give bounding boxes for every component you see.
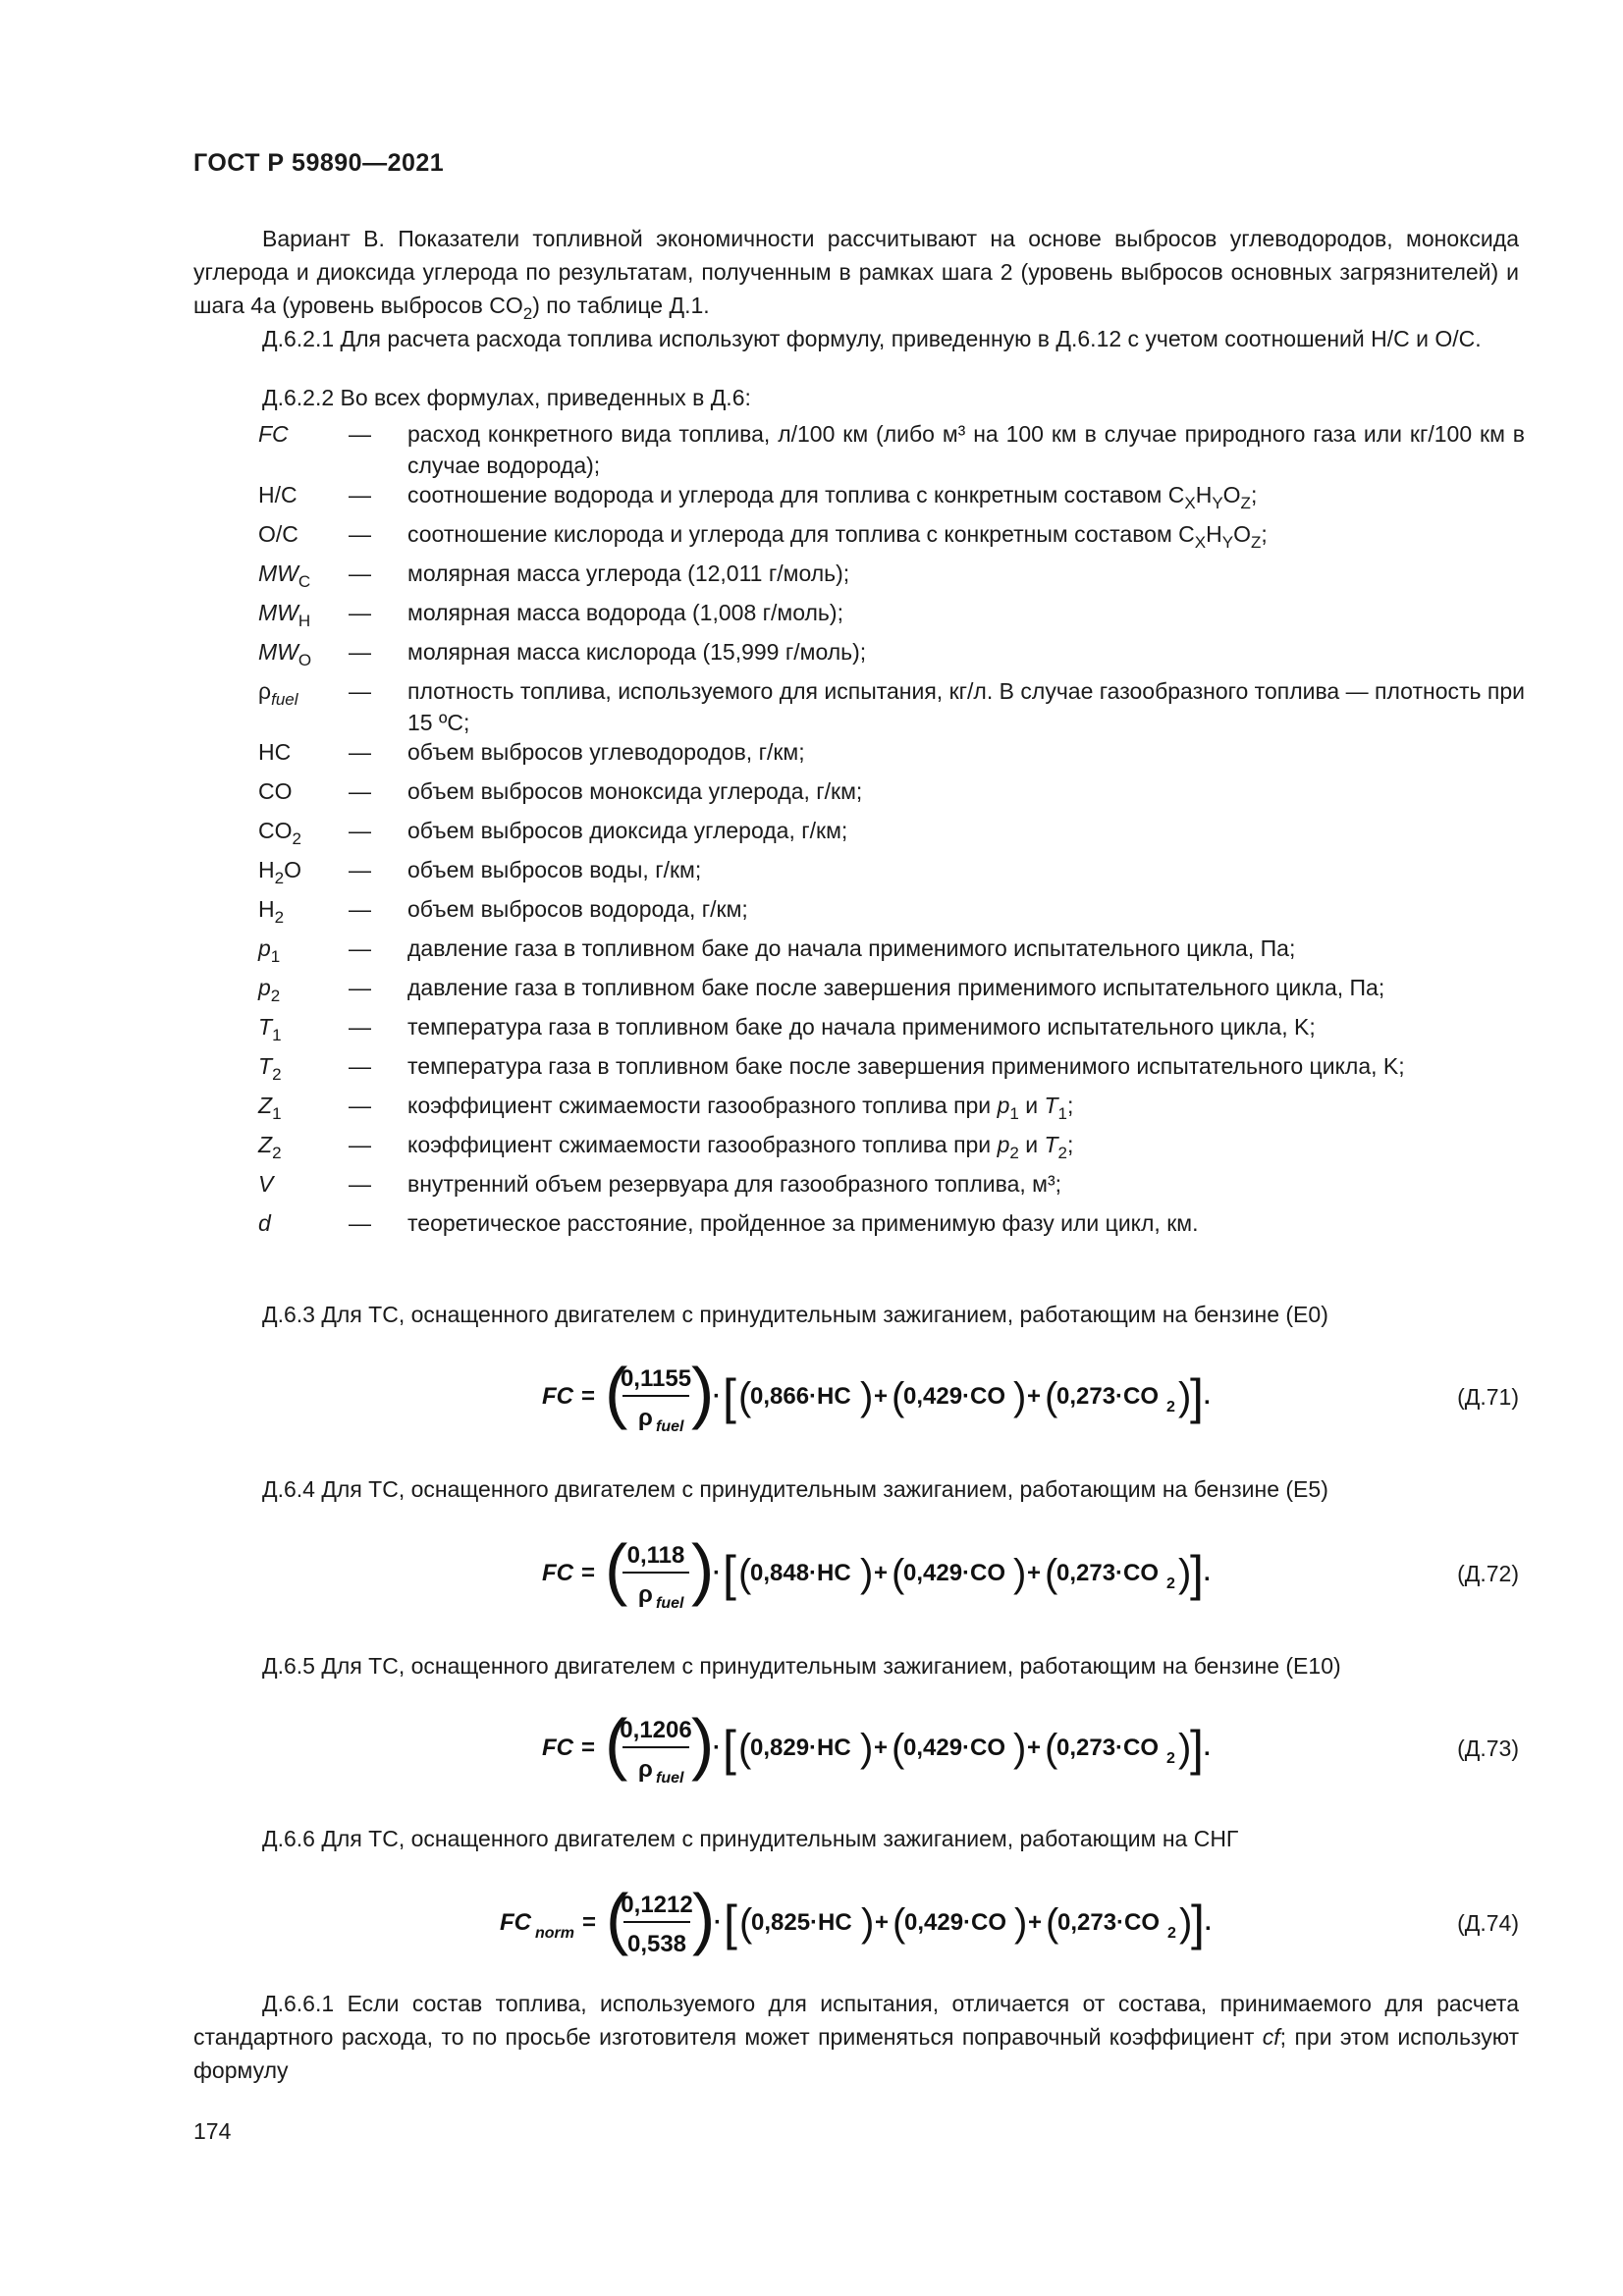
formula-paren: ) <box>1014 1901 1028 1945</box>
definition-dash: — <box>349 561 371 586</box>
formula-co2-subscript: 2 <box>1166 1399 1175 1415</box>
formula-paren: ( <box>605 1705 628 1782</box>
formula-term-co: 0,429·CO <box>903 1383 1006 1410</box>
closing-paragraph: Д.6.6.1 Если состав топлива, используемого для испытания, отличается от состава, принимаемого для расчета стандартного расхода, то по просьбе изготовителя может применяться поправочный коэффициент cf; при этом используют формулу <box>193 1991 1519 2083</box>
formula-term-co: 0,429·CO <box>903 1735 1006 1761</box>
formula-plus: + <box>1027 1560 1042 1586</box>
definition-row <box>258 479 1525 518</box>
formula-plus: + <box>874 1383 889 1410</box>
definition-row <box>258 1011 1525 1050</box>
definition-description: давление газа в топливном баке до начала применимого испытательного цикла, Па; <box>407 935 1296 961</box>
definition-row <box>258 1129 1525 1168</box>
definition-dash: — <box>349 975 371 1000</box>
definition-description: температура газа в топливном баке до начала применимого испытательного цикла, K; <box>407 1014 1316 1040</box>
formula-term-hc: 0,848·HC <box>750 1560 851 1586</box>
formula-plus: + <box>1027 1735 1042 1761</box>
definition-symbol: $H_2O$ <box>258 857 301 887</box>
definition-description: коэффициент сжимаемости газообразного топлива при $p_1$ и $T_1$; <box>407 1093 1074 1123</box>
definition-symbol: $Z_2$ <box>258 1132 282 1162</box>
formula-plus: + <box>1028 1909 1043 1936</box>
formula-paren: ( <box>1045 1727 1058 1770</box>
formula-row <box>193 1347 1519 1445</box>
definition-description: молярная масса кислорода (15,999 г/моль); <box>407 639 867 665</box>
formula-paren: ) <box>691 1705 715 1782</box>
formula-row <box>193 1523 1519 1622</box>
intro-paragraph-d622: Д.6.2.2 Во всех формулах, приведенных в Д.6: <box>262 385 751 410</box>
formula <box>542 1347 1249 1445</box>
definition-dash: — <box>349 1093 371 1118</box>
equation-number: (Д.71) <box>1457 1384 1519 1410</box>
definition-row <box>258 1090 1525 1129</box>
formula-equals: = <box>581 1735 596 1761</box>
definition-row <box>258 675 1525 736</box>
formula-term-co: 0,429·CO <box>903 1560 1006 1586</box>
definition-symbol: O/C <box>258 521 298 547</box>
definition-description: теоретическое расстояние, пройденное за применимую фазу или цикл, км. <box>407 1210 1199 1236</box>
formula-paren: ) <box>1178 1727 1192 1770</box>
formula-paren: ( <box>892 1727 905 1770</box>
formula-paren: ) <box>1013 1375 1027 1418</box>
definition-description: объем выбросов водорода, г/км; <box>407 896 748 922</box>
definition-symbol: $Z_1$ <box>258 1093 282 1123</box>
definition-row <box>258 775 1525 815</box>
definition-dash: — <box>349 1171 371 1197</box>
equation-number: (Д.72) <box>1457 1561 1519 1586</box>
definition-row <box>258 418 1525 479</box>
formula-numerator: 0,118 <box>626 1542 685 1569</box>
formula-lhs-subscript: norm <box>535 1925 574 1942</box>
definition-description: объем выбросов моноксида углерода, г/км; <box>407 778 863 804</box>
formula-denominator-subscript: fuel <box>656 1418 684 1435</box>
definition-description: молярная масса водорода (1,008 г/моль); <box>407 600 843 625</box>
definition-row <box>258 597 1525 636</box>
definition-symbol: $MW_C$ <box>258 561 311 591</box>
formula-dot: · <box>714 1909 722 1936</box>
definition-dash: — <box>349 1132 371 1157</box>
definition-row <box>258 558 1525 597</box>
definition-description: объем выбросов диоксида углерода, г/км; <box>407 818 848 843</box>
formula-equals: = <box>581 1383 596 1410</box>
definition-dash: — <box>349 1014 371 1040</box>
definition-symbol: $MW_O$ <box>258 639 312 669</box>
formula-paren: ( <box>738 1552 752 1595</box>
definition-row <box>258 736 1525 775</box>
formula-bracket: ] <box>1190 1369 1204 1424</box>
formula-period: . <box>1205 1909 1212 1936</box>
formula-denominator: ρ <box>638 1405 653 1431</box>
formula-paren: ) <box>691 1530 715 1607</box>
definition-dash: — <box>349 482 371 507</box>
formula-paren: ) <box>1013 1727 1027 1770</box>
definition-row <box>258 893 1525 933</box>
formula-paren: ( <box>892 1552 905 1595</box>
document-header: ГОСТ Р 59890—2021 <box>193 149 445 177</box>
definition-row <box>258 1050 1525 1090</box>
formula-denominator: 0,538 <box>626 1931 687 1957</box>
definition-description: коэффициент сжимаемости газообразного топлива при $p_2$ и $T_2$; <box>407 1132 1074 1162</box>
definition-dash: — <box>349 935 371 961</box>
formula-dot: · <box>713 1735 721 1761</box>
formula-plus: + <box>875 1909 890 1936</box>
definitions-list <box>258 418 1525 1247</box>
definition-dash: — <box>349 600 371 625</box>
definition-dash: — <box>349 778 371 804</box>
formula-dot: · <box>713 1560 721 1586</box>
definition-row <box>258 815 1525 854</box>
formula-paren: ) <box>691 1354 715 1430</box>
formula-lhs: FC <box>542 1383 573 1410</box>
intro-paragraph-d621: Д.6.2.1 Для расчета расхода топлива используют формулу, приведенную в Д.6.12 с учетом соотношений H/C и O/C. <box>262 326 1482 351</box>
formula-paren: ( <box>605 1530 628 1607</box>
section-paragraph: Д.6.6 Для ТС, оснащенного двигателем с принудительным зажиганием, работающим на СНГ <box>262 1826 1239 1851</box>
formula-paren: ( <box>1046 1901 1059 1945</box>
section-paragraph: Д.6.4 Для ТС, оснащенного двигателем с принудительным зажиганием, работающим на бензине (E5) <box>262 1476 1328 1502</box>
formula-bracket: ] <box>1190 1721 1204 1776</box>
formula-paren: ) <box>1178 1375 1192 1418</box>
definition-dash: — <box>349 639 371 665</box>
formula-bracket: ] <box>1191 1896 1205 1950</box>
section-paragraph: Д.6.3 Для ТС, оснащенного двигателем с принудительным зажиганием, работающим на бензине (E0) <box>262 1302 1328 1327</box>
definition-symbol: V <box>258 1171 274 1197</box>
formula-plus: + <box>1027 1383 1042 1410</box>
formula-paren: ( <box>892 1375 905 1418</box>
definition-row <box>258 854 1525 893</box>
definition-symbol: $CO_2$ <box>258 818 301 848</box>
formula-term-hc: 0,825·HC <box>751 1909 852 1936</box>
definition-symbol: $T_1$ <box>258 1014 282 1044</box>
formula-period: . <box>1204 1560 1211 1586</box>
definition-description: внутренний объем резервуара для газообразного топлива, м³; <box>407 1171 1062 1197</box>
definition-row <box>258 933 1525 972</box>
formula-bracket: [ <box>723 1721 736 1776</box>
definition-symbol: $\rho_{fuel}$ <box>258 678 298 709</box>
formula-term-co2: 0,273·CO <box>1056 1735 1160 1761</box>
formula-paren: ( <box>605 1354 628 1430</box>
formula-period: . <box>1204 1735 1211 1761</box>
definition-dash: — <box>349 421 371 447</box>
formula-row <box>193 1698 1519 1796</box>
formula-equals: = <box>581 1560 596 1586</box>
formula-denominator: ρ <box>638 1581 653 1608</box>
definition-description: расход конкретного вида топлива, л/100 км (либо м³ на 100 км в случае природного газа или кг/100 км в случае водорода); <box>407 421 1525 478</box>
formula-paren: ( <box>893 1901 906 1945</box>
formula <box>542 1523 1249 1622</box>
formula-paren: ( <box>606 1880 629 1956</box>
formula-paren: ( <box>738 1727 752 1770</box>
formula-dot: · <box>713 1383 721 1410</box>
formula-paren: ) <box>860 1375 874 1418</box>
definition-symbol: CO <box>258 778 293 804</box>
formula-paren: ) <box>1013 1552 1027 1595</box>
definition-description: температура газа в топливном баке после завершения применимого испытательного цикла, K; <box>407 1053 1405 1079</box>
definition-dash: — <box>349 1210 371 1236</box>
definition-dash: — <box>349 857 371 882</box>
definition-symbol: $p_1$ <box>258 935 281 966</box>
formula-co2-subscript: 2 <box>1166 1750 1175 1767</box>
formula-paren: ( <box>1045 1375 1058 1418</box>
formula-lhs: FC <box>500 1909 531 1936</box>
formula-plus: + <box>874 1735 889 1761</box>
definition-symbol: H/C <box>258 482 298 507</box>
formula <box>542 1698 1249 1796</box>
definition-symbol: HC <box>258 739 292 765</box>
definition-description: давление газа в топливном баке после завершения применимого испытательного цикла, Па; <box>407 975 1385 1000</box>
formula-period: . <box>1204 1383 1211 1410</box>
formula-denominator-subscript: fuel <box>656 1770 684 1787</box>
formula-co2-subscript: 2 <box>1167 1925 1176 1942</box>
formula-paren: ( <box>739 1901 753 1945</box>
formula-denominator: ρ <box>638 1756 653 1783</box>
formula-paren: ) <box>860 1552 874 1595</box>
formula-paren: ) <box>1178 1552 1192 1595</box>
formula-paren: ) <box>692 1880 716 1956</box>
formula-row <box>193 1873 1519 1971</box>
formula-term-co2: 0,273·CO <box>1057 1909 1161 1936</box>
definition-symbol: $H_2$ <box>258 896 285 927</box>
definition-symbol: $p_2$ <box>258 975 281 1005</box>
formula-paren: ) <box>1179 1901 1193 1945</box>
formula-co2-subscript: 2 <box>1166 1575 1175 1592</box>
definition-row <box>258 636 1525 675</box>
formula-numerator: 0,1206 <box>620 1717 692 1743</box>
intro-paragraph-variant-b: Вариант В. Показатели топливной экономичности рассчитывают на основе выбросов углеводородов, моноксида углерода и диоксида углерода по результатам, полученным в рамках шага 2 (уровень выбросов основных загрязнителей) и шага 4а (уровень выбросов $CO_2$) по таблице Д.1. <box>193 226 1519 323</box>
formula-numerator: 0,1155 <box>620 1365 692 1392</box>
definition-description: плотность топлива, используемого для испытания, кг/л. В случае газообразного топлива — плотность при 15 ºC; <box>407 678 1525 735</box>
definition-description: объем выбросов воды, г/км; <box>407 857 702 882</box>
definition-symbol: d <box>258 1210 271 1236</box>
definition-dash: — <box>349 739 371 765</box>
formula-term-co2: 0,273·CO <box>1056 1560 1160 1586</box>
formula-term-co: 0,429·CO <box>904 1909 1007 1936</box>
definition-description: соотношение водорода и углерода для топлива с конкретным составом $C_XH_YO_Z$; <box>407 482 1258 512</box>
formula-plus: + <box>874 1560 889 1586</box>
formula-numerator: 0,1212 <box>621 1892 693 1918</box>
formula-lhs: FC <box>542 1735 573 1761</box>
definition-row <box>258 1168 1525 1207</box>
formula-bracket: ] <box>1190 1546 1204 1601</box>
definition-symbol: $T_2$ <box>258 1053 282 1084</box>
formula-denominator-subscript: fuel <box>656 1595 684 1612</box>
section-paragraph: Д.6.5 Для ТС, оснащенного двигателем с принудительным зажиганием, работающим на бензине (E10) <box>262 1653 1341 1679</box>
definition-description: объем выбросов углеводородов, г/км; <box>407 739 805 765</box>
equation-number: (Д.74) <box>1457 1910 1519 1936</box>
definition-symbol: $MW_H$ <box>258 600 311 630</box>
formula-equals: = <box>582 1909 597 1936</box>
formula-paren: ( <box>1045 1552 1058 1595</box>
formula-term-hc: 0,829·HC <box>750 1735 851 1761</box>
formula-bracket: [ <box>723 1546 736 1601</box>
definition-dash: — <box>349 521 371 547</box>
formula <box>500 1873 1212 1971</box>
formula-bracket: [ <box>724 1896 737 1950</box>
definition-description: молярная масса углерода (12,011 г/моль); <box>407 561 850 586</box>
definition-dash: — <box>349 818 371 843</box>
definition-row <box>258 1207 1525 1247</box>
equation-number: (Д.73) <box>1457 1735 1519 1761</box>
formula-paren: ( <box>738 1375 752 1418</box>
page-number: 174 <box>193 2118 232 2144</box>
definition-dash: — <box>349 678 371 704</box>
definition-symbol: FC <box>258 421 289 447</box>
definition-row <box>258 972 1525 1011</box>
formula-term-hc: 0,866·HC <box>750 1383 851 1410</box>
definition-row <box>258 518 1525 558</box>
definition-dash: — <box>349 896 371 922</box>
definition-dash: — <box>349 1053 371 1079</box>
definition-description: соотношение кислорода и углерода для топлива с конкретным составом $C_XH_YO_Z$; <box>407 521 1268 552</box>
formula-paren: ) <box>861 1901 875 1945</box>
formula-lhs: FC <box>542 1560 573 1586</box>
formula-term-co2: 0,273·CO <box>1056 1383 1160 1410</box>
formula-bracket: [ <box>723 1369 736 1424</box>
formula-paren: ) <box>860 1727 874 1770</box>
